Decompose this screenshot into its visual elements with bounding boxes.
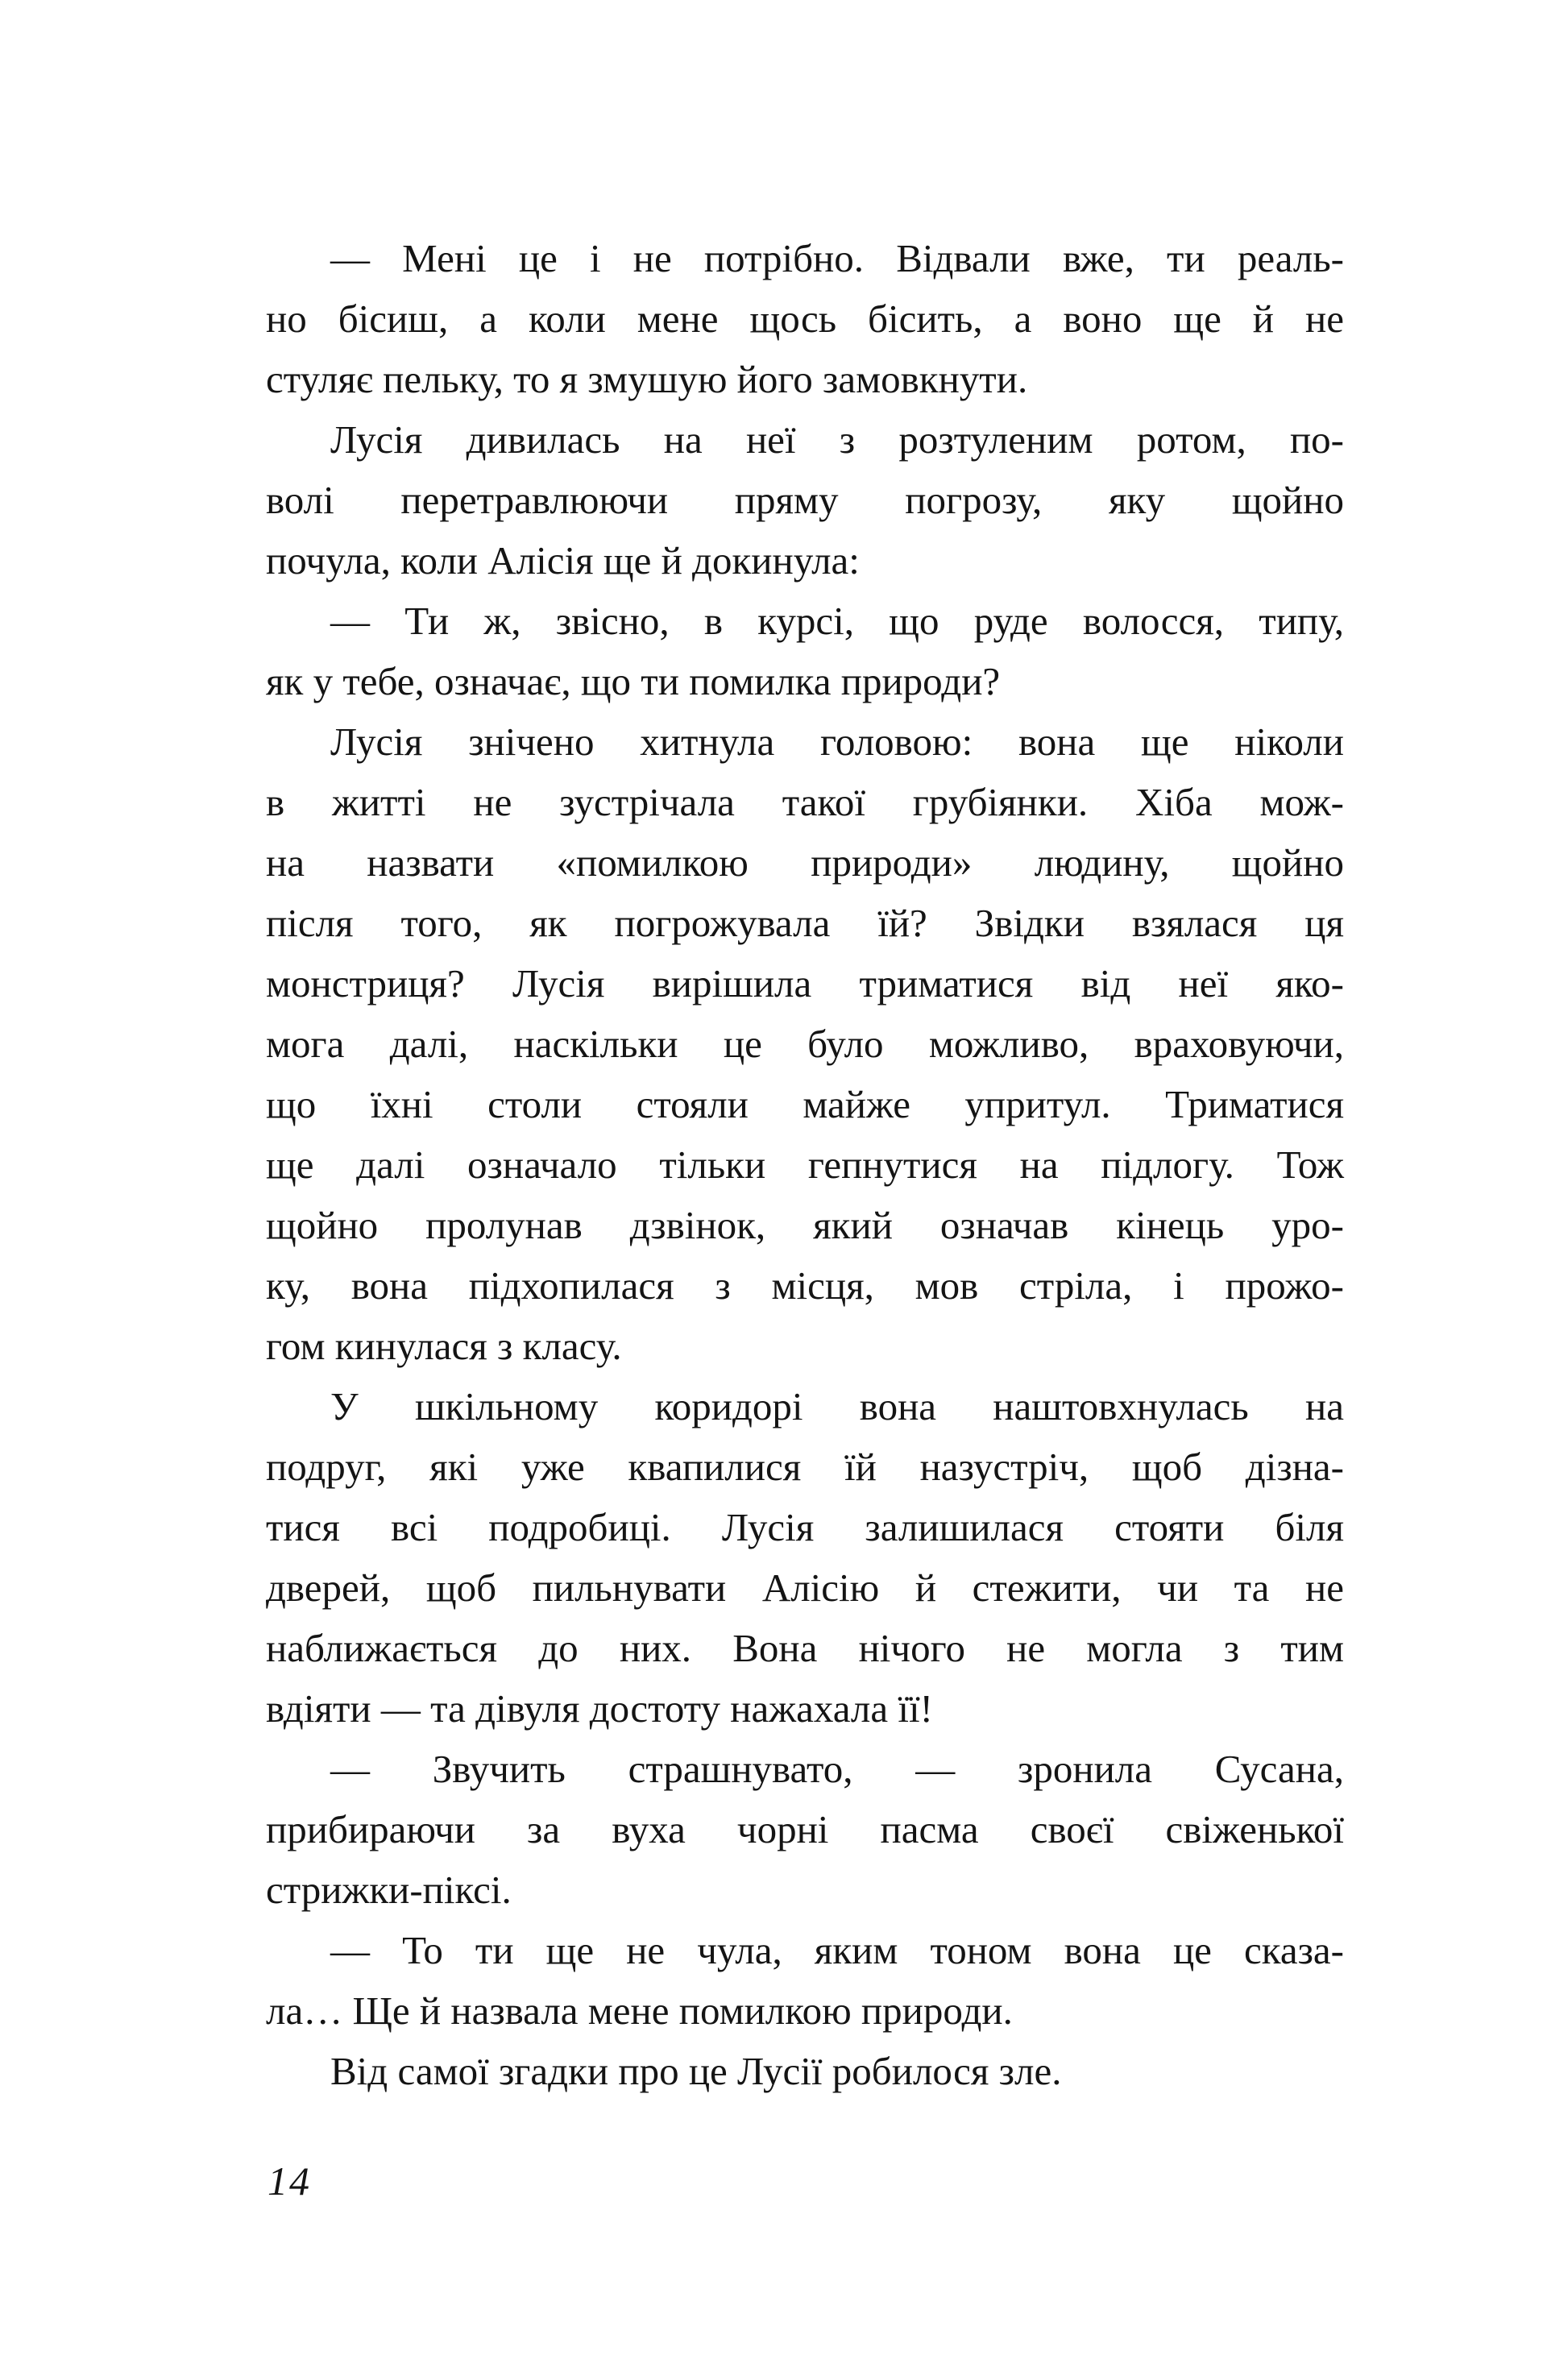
text-line: Від самої згадки про це Лусії робилося зле. bbox=[330, 2049, 1062, 2093]
text-line: — Звучить страшнувато, — зронила Сусана, bbox=[330, 1747, 1344, 1791]
text-line: Лусія знічено хитнула головою: вона ще ніколи bbox=[330, 719, 1344, 764]
text-line: мога далі, наскільки це було можливо, враховуючи, bbox=[266, 1022, 1344, 1066]
text-line: наближається до них. Вона нічого не могла з тим bbox=[266, 1626, 1344, 1670]
text-line: що їхні столи стояли майже упритул. Триматися bbox=[266, 1082, 1344, 1126]
text-line: вдіяти — та дівуля достоту нажахала її! bbox=[266, 1686, 933, 1731]
paragraph bbox=[266, 2041, 1344, 2101]
text-line: волі перетравлюючи пряму погрозу, яку щойно bbox=[266, 478, 1344, 522]
text-line: щойно пролунав дзвінок, який означав кінець уро- bbox=[266, 1203, 1344, 1247]
text-line: У шкільному коридорі вона наштовхнулась на bbox=[330, 1384, 1344, 1428]
text-line: почула, коли Алісія ще й докинула: bbox=[266, 538, 860, 583]
text-line: стуляє пельку, то я змушую його замовкнути. bbox=[266, 357, 1028, 401]
text-block bbox=[266, 228, 1344, 2101]
paragraph bbox=[266, 1920, 1344, 2041]
text-line: подруг, які уже квапилися їй назустріч, щоб дізна- bbox=[266, 1445, 1344, 1489]
page-number: 14 bbox=[268, 2158, 311, 2204]
text-line: ку, вона підхопилася з місця, мов стріла, і прожо- bbox=[266, 1263, 1344, 1308]
text-line: дверей, щоб пильнувати Алісію й стежити, чи та не bbox=[266, 1565, 1344, 1610]
text-line: прибираючи за вуха чорні пасма своєї свіженької bbox=[266, 1807, 1344, 1851]
paragraph bbox=[266, 409, 1344, 591]
text-line: — Мені це і не потрібно. Відвали вже, ти реаль- bbox=[330, 236, 1344, 280]
text-line: після того, як погрожувала їй? Звідки взялася ця bbox=[266, 901, 1344, 945]
paragraph bbox=[266, 1376, 1344, 1739]
text-line: стрижки-піксі. bbox=[266, 1868, 512, 1912]
paragraph bbox=[266, 1739, 1344, 1920]
paragraph bbox=[266, 228, 1344, 409]
paragraph bbox=[266, 711, 1344, 1376]
text-line: як у тебе, означає, що ти помилка природи? bbox=[266, 659, 1001, 703]
text-line: тися всі подробиці. Лусія залишилася стояти біля bbox=[266, 1505, 1344, 1549]
text-line: — Ти ж, звісно, в курсі, що руде волосся, типу, bbox=[330, 599, 1344, 643]
text-line: на назвати «помилкою природи» людину, щойно bbox=[266, 840, 1344, 885]
text-line: гом кинулася з класу. bbox=[266, 1324, 622, 1368]
text-line: Лусія дивилась на неї з розтуленим ротом, по- bbox=[330, 417, 1344, 462]
text-line: но бісиш, а коли мене щось бісить, а воно ще й не bbox=[266, 296, 1344, 341]
text-line: — То ти ще не чула, яким тоном вона це сказа- bbox=[330, 1928, 1344, 1972]
text-line: монстриця? Лусія вирішила триматися від неї яко- bbox=[266, 961, 1344, 1005]
paragraph bbox=[266, 591, 1344, 711]
text-line: в житті не зустрічала такої грубіянки. Хіба мож- bbox=[266, 780, 1344, 824]
text-line: ла… Ще й назвала мене помилкою природи. bbox=[266, 1988, 1013, 2033]
text-line: ще далі означало тільки гепнутися на підлогу. Тож bbox=[266, 1142, 1344, 1187]
